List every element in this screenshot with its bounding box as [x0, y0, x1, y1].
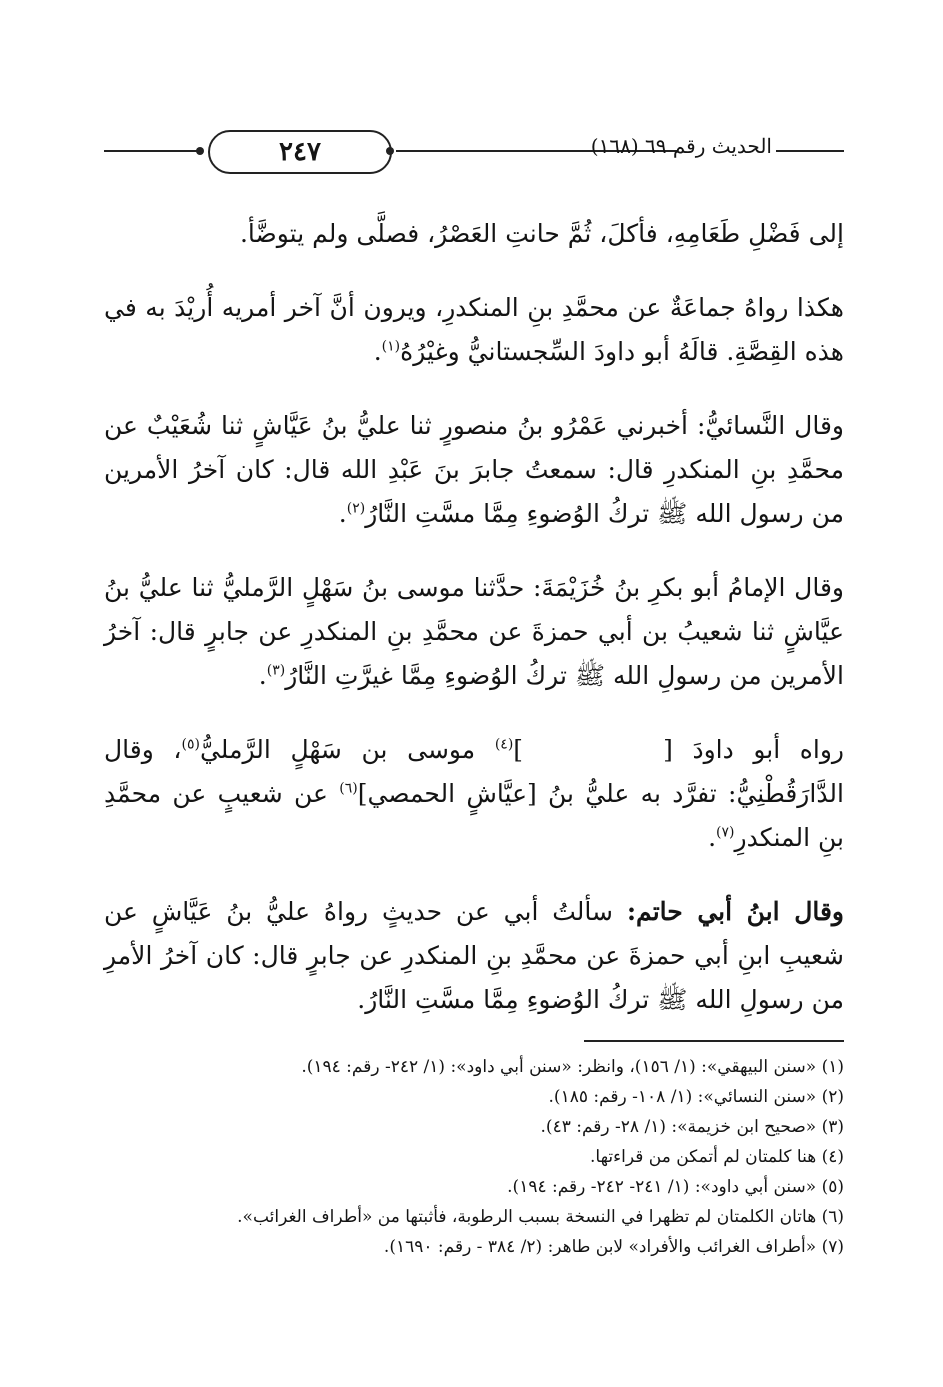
paragraph-5-text: موسى بن سَهْلٍ الرَّمليُّ [199, 735, 495, 764]
footnote-1: (١) «سنن البيهقي»: (١/ ١٥٦)، وانظر: «سنن أبي داود»: (١/ ٢٤٢- رقم: ١٩٤). [301, 1057, 844, 1077]
paragraph-6 [104, 890, 844, 1022]
paragraph-4-text: وقال الإمامُ أبو بكرِ بنُ خُزَيْمَةَ: حدَّثنا موسى بنُ سَهْلٍ الرَّمليُّ ثنا عليُّ بنُ عيَّاشٍ ثنا شعيبُ بن أبي حمزةَ عن محمَّدِ بنِ المنكدرِ عن جابرٍ قال: آخرُ الأمرين من رسولِ الله ﷺ تركُ الوُضوءِ مِمَّا غيرَّتِ النَّارُ [104, 573, 844, 690]
footnote-ref[interactable]: (٥) [181, 736, 200, 753]
paragraph-5-text: ، وقال الدَّارَقُطْنِيُّ: تفرَّد به عليُّ بنُ [عيَّاشٍ الحمصي] [104, 735, 844, 808]
footnote-ref[interactable]: (٢) [346, 500, 366, 517]
header-ornament-dot [196, 147, 204, 155]
page-number: ٢٤٧ [279, 137, 321, 167]
footnote-ref[interactable]: (٤) [494, 736, 514, 753]
footnote-6: (٦) هاتان الكلمتان لم تظهرا في النسخة بسبب الرطوبة، فأثبتها من «أطراف الغرائب». [237, 1207, 844, 1227]
footnote-separator [584, 1040, 844, 1042]
paragraph-5-text: رواه أبو داودَ [ [663, 735, 844, 764]
paragraph-6-lead: وقال ابنُ أبي حاتم: [626, 897, 844, 926]
paragraph-1 [104, 212, 844, 256]
paragraph-6-text: سألتُ أبي عن حديثٍ رواهُ عليُّ بنُ عَيَّاشٍ عن شعيبِ ابنِ أبي حمزةَ عن محمَّدِ بنِ المنكدرِ عن جابرٍ قال: كان آخرُ الأمرِ من رسولِ الله ﷺ تركُ الوُضوءِ مِمَّا مسَّتِ النَّارُ. [104, 897, 844, 1014]
paragraph-5 [104, 728, 844, 860]
footnote-ref[interactable]: (٦) [339, 780, 358, 797]
paragraph-4 [104, 566, 844, 698]
paragraph-1-text: إلى فَضْلِ طَعَامِهِ، فأكلَ، ثُمَّ حانتِ العَصْرُ، فصلَّى ولم يتوضَّأ. [239, 219, 844, 248]
header-rule-left [104, 150, 200, 152]
footnote-4: (٤) هنا كلمتان لم أتمكن من قراءتها. [590, 1147, 844, 1167]
punctuation: . [708, 823, 717, 852]
paragraph-2-text: هكذا رواهُ جماعَةٌ عن محمَّدِ بنِ المنكدرِ، ويرون أنَّ آخر أمريه أُريْدَ به في هذه القِصَّةِ. قالَهُ أبو داودَ السِّجستانيُّ وغيْرُهُ [104, 293, 844, 366]
header-rule-right [776, 150, 844, 152]
page-number-badge [208, 130, 392, 174]
footnotes [104, 1052, 844, 1262]
footnote-3: (٣) «صحيح ابن خزيمة»: (١/ ٢٨- رقم: ٤٣). [540, 1117, 844, 1137]
page-header [104, 126, 844, 172]
bracket-close: ] [513, 735, 524, 764]
punctuation: . [258, 661, 267, 690]
paragraph-3 [104, 404, 844, 536]
footnote-7: (٧) «أطراف الغرائب والأفراد» لابن طاهر: (٢/ ٣٨٤ - رقم: ١٦٩٠). [383, 1237, 844, 1257]
punctuation: . [373, 337, 382, 366]
paragraph-3-text: وقال النَّسائيُّ: أخبرني عَمْرُو بنُ منصورٍ ثنا عليُّ بنُ عَيَّاشٍ ثنا شُعَيْبٌ عن محمَّدِ بنِ المنكدرِ قال: سمعتُ جابرَ بنَ عَبْدِ الله قال: كان آخرُ الأمرين من رسول الله ﷺ تركُ الوُضوءِ مِمَّا مسَّتِ النَّارُ [104, 411, 844, 528]
footnote-ref[interactable]: (٧) [716, 824, 735, 841]
footnote-ref[interactable]: (٣) [266, 662, 286, 679]
footnote-ref[interactable]: (١) [381, 338, 401, 355]
footnote-2: (٢) «سنن النسائي»: (١/ ١٠٨- رقم: ١٨٥). [548, 1087, 844, 1107]
paragraph-2 [104, 286, 844, 374]
paragraph-5-text: عن شعيبٍ عن محمَّدِ بنِ المنكدرِ [104, 779, 844, 852]
header-ornament-dot [386, 147, 394, 155]
header-title: الحديث رقم ٦٩ (١٦٨) [590, 134, 772, 158]
punctuation: . [338, 499, 347, 528]
main-text [104, 212, 844, 1048]
footnote-5: (٥) «سنن أبي داود»: (١/ ٢٤١- ٢٤٢- رقم: ١٩٤). [507, 1177, 844, 1197]
